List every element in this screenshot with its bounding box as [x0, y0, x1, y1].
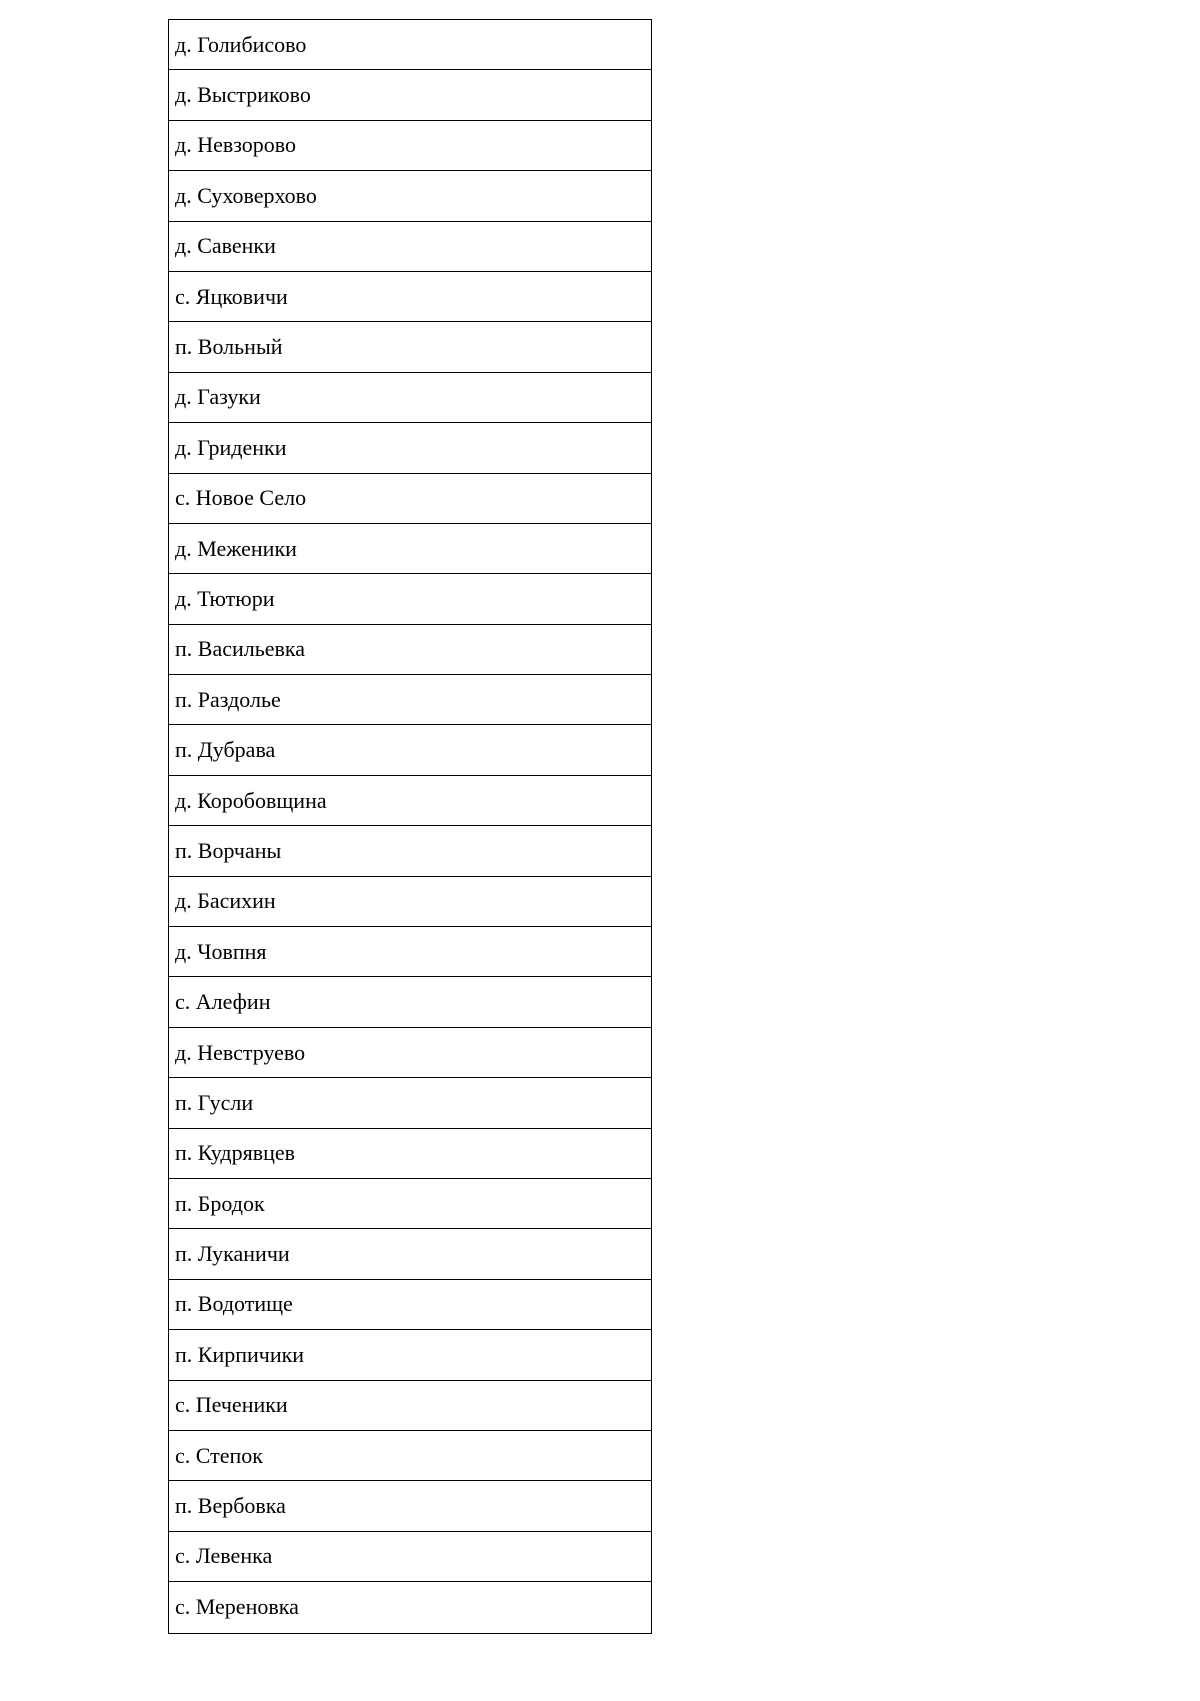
table-row: [169, 1381, 651, 1431]
table-row: [169, 1330, 651, 1380]
settlement-name: д. Газуки: [175, 384, 261, 410]
table-row: [169, 675, 651, 725]
table-row: [169, 1078, 651, 1128]
settlement-name: д. Выстриково: [175, 82, 311, 108]
settlement-name: д. Човпня: [175, 938, 267, 964]
table-row: [169, 1229, 651, 1279]
table-row: [169, 877, 651, 927]
settlement-name: д. Савенки: [175, 233, 276, 259]
settlement-name: д. Гриденки: [175, 434, 287, 460]
settlement-name: д. Невструево: [175, 1039, 306, 1065]
settlement-name: с. Печеники: [175, 1392, 288, 1418]
settlement-name: с. Мереновка: [175, 1594, 299, 1620]
settlement-name: д. Тютюри: [175, 585, 275, 611]
table-row: [169, 121, 651, 171]
settlement-name: с. Алефин: [175, 989, 271, 1015]
table-row: [169, 1582, 651, 1632]
table-row: [169, 373, 651, 423]
settlements-table: [168, 19, 652, 1634]
settlement-name: п. Кирпичики: [175, 1341, 305, 1367]
settlement-name: д. Меженики: [175, 535, 297, 561]
table-row: [169, 70, 651, 120]
table-row: [169, 625, 651, 675]
settlement-name: п. Ворчаны: [175, 837, 282, 863]
settlement-name: п. Васильевка: [175, 636, 306, 662]
table-row: [169, 927, 651, 977]
table-row: [169, 826, 651, 876]
settlement-name: д. Басихин: [175, 888, 276, 914]
settlement-name: п. Дубрава: [175, 737, 276, 763]
settlement-name: с. Степок: [175, 1442, 263, 1468]
table-row: [169, 574, 651, 624]
table-row: [169, 322, 651, 372]
settlement-name: д. Коробовщина: [175, 787, 327, 813]
table-row: [169, 1481, 651, 1531]
settlement-name: п. Вербовка: [175, 1493, 286, 1519]
settlement-name: с. Новое Село: [175, 485, 307, 511]
table-row: [169, 171, 651, 221]
settlement-name: с. Левенка: [175, 1543, 273, 1569]
settlement-name: д. Суховерхово: [175, 182, 317, 208]
settlement-name: п. Луканичи: [175, 1241, 290, 1267]
table-row: [169, 423, 651, 473]
table-row: [169, 474, 651, 524]
table-row: [169, 1280, 651, 1330]
table-row: [169, 222, 651, 272]
table-row: [169, 1431, 651, 1481]
table-row: [169, 1028, 651, 1078]
table-row: [169, 524, 651, 574]
settlement-name: д. Голибисово: [175, 31, 307, 57]
table-row: [169, 20, 651, 70]
settlement-name: п. Кудрявцев: [175, 1140, 296, 1166]
settlement-name: с. Яцковичи: [175, 283, 288, 309]
settlement-name: д. Невзорово: [175, 132, 297, 158]
table-row: [169, 725, 651, 775]
settlement-name: п. Водотище: [175, 1291, 293, 1317]
settlement-name: п. Гусли: [175, 1089, 254, 1115]
table-row: [169, 977, 651, 1027]
settlement-name: п. Бродок: [175, 1190, 265, 1216]
table-row: [169, 1129, 651, 1179]
settlement-name: п. Раздолье: [175, 686, 281, 712]
table-row: [169, 776, 651, 826]
settlement-name: п. Вольный: [175, 334, 283, 360]
table-row: [169, 272, 651, 322]
table-row: [169, 1179, 651, 1229]
table-row: [169, 1532, 651, 1582]
